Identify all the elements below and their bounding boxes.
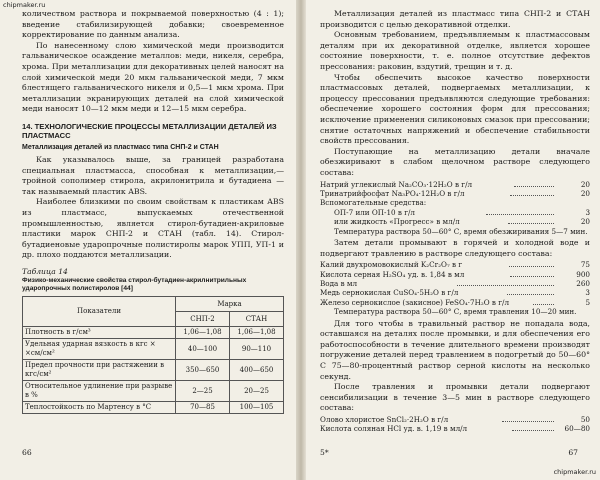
- page-number-right: 67: [568, 448, 578, 457]
- left-para-2: По нанесенному слою химической меди производится гальваническое осаждение металлов: меди, никеля, серебра, хрома. При металлизации для декоративных целей наносят на слой химической меди 20 мкм гальванической меди, 7 мкм блестящего гальванического никеля и 0,5—1 мкм хрома. При металлизации экранирующих деталей на слой химической меди наносят 10—12 мкм меди и 12—15 мкм серебра.: [22, 40, 284, 114]
- recipe-label: Медь сернокислая CuSO₄·5H₂O в г/л: [320, 288, 459, 298]
- leader-dots: [510, 195, 554, 196]
- table-cell-stan: 100—105: [230, 402, 284, 414]
- watermark-top: chipmaker.ru: [3, 1, 46, 9]
- book-gutter: [296, 0, 306, 480]
- recipe-value: 20: [580, 188, 591, 198]
- leader-dots: [533, 304, 555, 305]
- section-heading: 14. ТЕХНОЛОГИЧЕСКИЕ ПРОЦЕССЫ МЕТАЛЛИЗАЦИИ ДЕТАЛЕЙ ИЗ ПЛАСТМАСС: [22, 121, 277, 141]
- list-item: [320, 424, 590, 433]
- list-item: [320, 217, 590, 226]
- left-page: [0, 0, 296, 480]
- list-item: [320, 260, 590, 269]
- left-para-4: Наиболее близкими по своим свойствам к пластикам ABS из пластмасс, выпускаемых отечественной промышленностью, является стирол-бутадиен-акриловые пластики марок СНП-2 и СТАН (табл. 14). Стирол-бутадиеновые ударопрочные полистиролы марок УПП, УП-1 и др. плохо поддаются металлизации.: [22, 197, 284, 260]
- left-para-1: количеством раствора и покрываемой поверхностью (4 : 1); введение стабилизирующей добавки; своевременное корректирование по данным анализа.: [22, 9, 284, 40]
- table-cell-name: Предел прочности при растяжении в кгс/см²: [23, 360, 176, 381]
- left-para-3: Как указывалось выше, за границей разработана специальная пластмасса, способная к металлизации,— тройной сополимер стирола, акрилонитрила и бутадиена — так называемый пластик ABS.: [22, 154, 284, 196]
- recipe-value: 3: [585, 207, 591, 217]
- table-cell-snp2: 1,06—1,08: [176, 327, 230, 339]
- signature-mark: 5*: [320, 448, 329, 457]
- table-header-indicators: Показатели: [23, 297, 176, 327]
- right-para-4: Поступающие на металлизацию детали вначале обезжиривают в слабом щелочном растворе следующего состава:: [320, 146, 590, 177]
- recipe-label: ОП-7 или ОП-10 в г/л: [334, 207, 415, 217]
- page-number-left: 66: [22, 448, 32, 457]
- right-para-7: После травления и промывки детали подвергают сенсибилизации в течение 3—5 мин в растворе следующего состава:: [320, 382, 590, 413]
- right-para-5: Затем детали промывают в горячей и холодной воде и подвергают травлению в растворе следующего состава:: [320, 237, 590, 258]
- right-page: [306, 0, 600, 480]
- watermark-bottom: chipmaker.ru: [553, 468, 596, 476]
- recipe-value: 3: [585, 288, 590, 298]
- recipe-label: Олово хлористое SnCl₂·2H₂O в г/л: [320, 414, 449, 424]
- list-item: [320, 180, 590, 189]
- leader-dots: [512, 430, 554, 431]
- recipe-label: Тринатрийфосфат Na₃PO₄·12H₂O в г/л: [320, 188, 465, 198]
- table-cell-name: Относительное удлинение при разрыве в %: [23, 381, 176, 402]
- list-item: [320, 270, 590, 279]
- table-cell-snp2: 70—85: [176, 402, 230, 414]
- aux-label: Вспомогательные средства:: [320, 198, 427, 208]
- table-cell-stan: 20—25: [230, 381, 284, 402]
- table-row: [23, 402, 284, 414]
- table-row: [23, 360, 284, 381]
- recipe-label: Вода в мл: [320, 278, 358, 288]
- section-subheading: Металлизация деталей из пластмасс типа СНП-2 и СТАН: [22, 143, 219, 151]
- left-page-body: [22, 9, 284, 414]
- table-row: [23, 381, 284, 402]
- list-item: [320, 189, 590, 198]
- recipe-label: Калий двухромовокислый K₂Cr₂O₇ в г: [320, 260, 463, 270]
- table-cell-stan: 90—110: [230, 339, 284, 360]
- table-cell-name: Плотность в г/см³: [23, 327, 176, 339]
- right-para-2: Основным требованием, предъявляемым к пластмассовым деталям при их декоративной отделке, является хорошее состояние поверхности, т. е. полное отсутствие дефектов прессования: раковин, вздутий, трещин и т. д.: [320, 30, 590, 71]
- leader-dots: [510, 276, 554, 277]
- list-item: [320, 415, 590, 424]
- recipe-value: 20: [580, 217, 591, 227]
- recipe-value: 60—80: [564, 424, 590, 434]
- degreasing-recipe: [320, 180, 590, 236]
- table-cell-name: Удельная ударная вязкость в кгс × ×см/см²: [23, 339, 176, 360]
- list-item: [320, 298, 590, 307]
- leader-dots: [486, 214, 555, 215]
- table-row: [23, 327, 284, 339]
- leader-dots: [508, 223, 554, 224]
- list-item: [320, 208, 590, 217]
- recipe-value: 260: [576, 278, 590, 288]
- recipe-value: 75: [580, 260, 590, 270]
- list-item: [320, 288, 590, 297]
- leader-dots: [514, 186, 554, 187]
- right-para-6: Для того чтобы в травильный раствор не попадала вода, оставшаяся на деталях после промывки, и для обеспечения его работоспособности в течение длительного времени производят погружение деталей перед травлением в подогретый до 50—60° С 75—80-процентный раствор серной кислоты на несколько секунд.: [320, 318, 590, 381]
- properties-table: [22, 296, 284, 414]
- table-caption: Таблица 14: [22, 266, 68, 276]
- recipe-label: Железо сернокислое (закисное) FeSO₄·7H₂O в г/л: [320, 297, 510, 307]
- etching-temperature: Температура раствора 50—60° С, время травления 10—20 мин.: [334, 307, 577, 317]
- right-para-3: Чтобы обеспечить высокое качество поверхности пластмассовых деталей, подвергаемых металлизации, к процессу прессования предъявляются следующие требования: обеспечение хорошего состояния форм для прессования; исключение применения силиконовых смазок при прессовании; снятие остаточных напряжений и обеспечение стабильности свойств прессования.: [320, 72, 590, 146]
- leader-dots: [509, 266, 554, 267]
- recipe-value: 5: [585, 297, 591, 307]
- recipe-label: Натрий углекислый Na₂CO₃·12H₂O в г/л: [320, 179, 473, 189]
- etching-recipe: [320, 260, 590, 316]
- table-cell-snp2: 2—25: [176, 381, 230, 402]
- recipe-value: 50: [580, 414, 590, 424]
- recipe-label: или жидкость «Прогресс» в мл/л: [334, 217, 460, 227]
- degreasing-temperature: Температура раствора 50—60° С, время обезжиривания 5—7 мин.: [334, 226, 588, 236]
- table-header-mark: Марка: [176, 297, 284, 312]
- leader-dots: [457, 285, 554, 286]
- recipe-value: 20: [580, 179, 590, 189]
- leader-dots: [502, 421, 554, 422]
- table-row: [23, 339, 284, 360]
- right-para-1: Металлизация деталей из пластмасс типа СНП-2 и СТАН производится с целью декоративной отделки.: [320, 9, 590, 29]
- list-item: [320, 279, 590, 288]
- table-cell-stan: 400—650: [230, 360, 284, 381]
- table-title: Физико-механические свойства стирол-бутадиен-акрилнитрильных ударопрочных полистиролов [44]: [22, 276, 247, 293]
- right-page-body: [320, 9, 590, 436]
- table-header-snp2: СНП-2: [176, 312, 230, 327]
- recipe-label: Кислота серная H₂SO₄ уд. в. 1,84 в мл: [320, 269, 465, 279]
- table-header-stan: СТАН: [230, 312, 284, 327]
- recipe-value: 900: [576, 269, 590, 279]
- recipe-label: Кислота соляная HCl уд. в. 1,19 в мл/л: [320, 424, 468, 434]
- leader-dots: [507, 294, 554, 295]
- table-cell-snp2: 40—100: [176, 339, 230, 360]
- sensitizing-recipe: [320, 415, 590, 434]
- table-cell-snp2: 350—650: [176, 360, 230, 381]
- table-cell-name: Теплостойкость по Мартенсу в °С: [23, 402, 176, 414]
- table-cell-stan: 1,06—1,08: [230, 327, 284, 339]
